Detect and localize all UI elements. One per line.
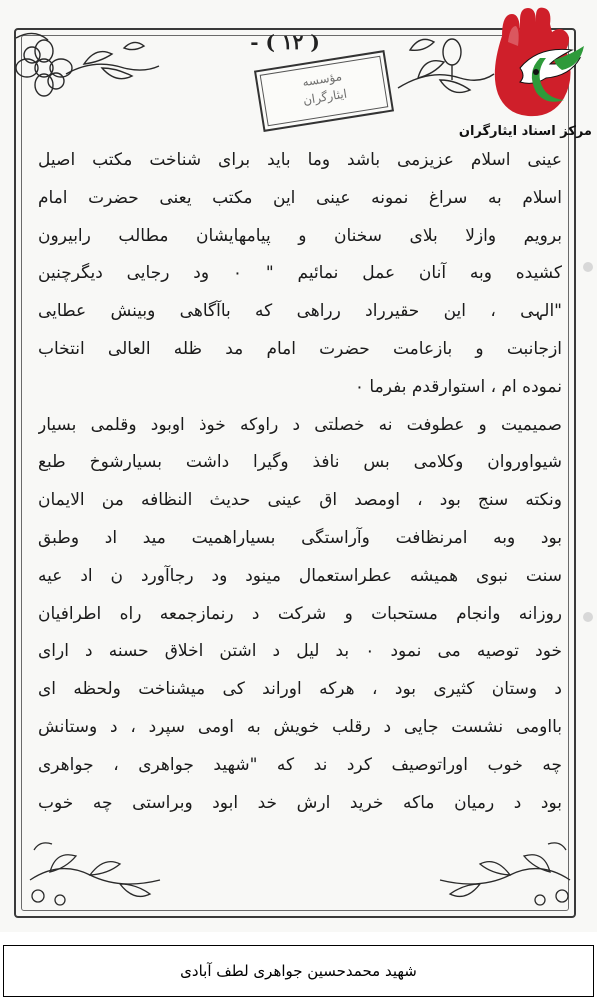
- text-line: چه خوب اوراتوصیف کرد ند که "شهید جواهری ، جواهری: [38, 754, 562, 775]
- archive-logo: [458, 6, 592, 139]
- flower-ornament-top-left: [4, 18, 164, 118]
- text-line: سنت نبوی همیشه عطراستعمال مینود ود رجاآورد ن اد عیه: [38, 565, 562, 586]
- text-line: عینی اسلام عزیزمی باشد وما باید برای شناخت مکتب اصیل: [38, 150, 562, 170]
- text-line: کشیده وبه آنان عمل نمائیم " ٠ ود رجایی دیگرچنین: [38, 263, 562, 284]
- binding-hole: [583, 262, 593, 272]
- caption-box: [3, 945, 594, 997]
- text-line: صمیمیت و عطوفت نه خصلتی د راوکه خوذ اوبود وقلمی بسیار: [38, 414, 562, 435]
- text-line: بود د رمیان ماکه خرید ارش خد ابود وبراستی چه خوب: [38, 792, 562, 813]
- text-line: ازجانبت و بازعامت حضرت امام مد ظله العالی انتخاب: [38, 338, 562, 359]
- text-line: "الہی ، این حقیرراد رراهی که باآگاهی وبینش عطایی: [38, 301, 562, 322]
- binding-hole: [583, 612, 593, 622]
- text-line: د وستان کثیری بود ، هرکه اوراند کی میشناخت ولحظه ای: [38, 679, 562, 700]
- text-line: بااومی نشست جایی د رقلب خویش به اومی سپرد ، د وستانش: [38, 716, 562, 737]
- text-line: برویم وازلا بلای سخنان و پیامهایشان مطالب رابیرون: [38, 225, 562, 246]
- text-line: بود وبه امرنظافت وآراستگی بسیاراهمیت مید اد وطبق: [38, 527, 562, 548]
- text-line: اسلام به سراغ نمونه عینی این مکتب یعنی حضرت امام: [38, 187, 562, 208]
- stamp-line-2: ایثارگران: [301, 86, 348, 108]
- stamp-line-1: مؤسسه: [301, 69, 343, 90]
- text-line: شیواوروان وکلامی بس نافذ وگیرا داشت بسیارشوخ طبع: [38, 452, 562, 473]
- handwritten-body-text: [38, 142, 562, 822]
- flower-ornament-bottom-left: [20, 820, 180, 920]
- page-number: - ( ۱۲ ): [250, 30, 320, 54]
- logo-caption: مرکز اسناد ایثارگران: [458, 124, 592, 139]
- logo-emblem-icon: [480, 6, 592, 124]
- text-line: خود توصیه می نمود ٠ بد لیل د اشتن اخلاق حسنه د ارای: [38, 641, 562, 662]
- document-caption: شهید محمدحسین جواهری لطف آبادی: [180, 962, 417, 980]
- flower-ornament-bottom-right: [420, 820, 580, 920]
- text-line: روزانه وانجام مستحبات و شرکت د رنمازجمعه راه اطرافیان: [38, 603, 562, 624]
- text-line: نموده ام ، استوارقدم بفرما ٠: [354, 376, 562, 397]
- text-line: ونکته سنج بود ، اومصد اق عینی حدیث النظافه من الایمان: [38, 490, 562, 511]
